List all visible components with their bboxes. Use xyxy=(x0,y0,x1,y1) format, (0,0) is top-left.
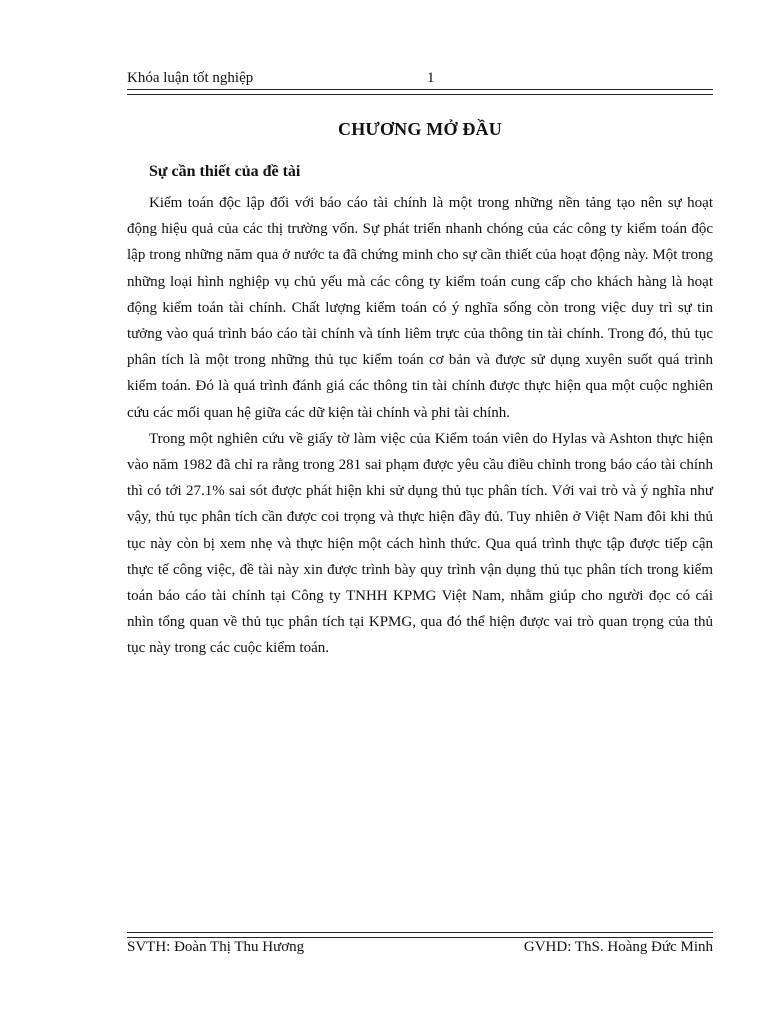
header-divider xyxy=(127,89,713,95)
footer-divider xyxy=(127,932,713,938)
header-title: Khóa luận tốt nghiệp xyxy=(127,70,254,86)
section-heading: Sự cần thiết của đề tài xyxy=(149,163,301,180)
chapter-title: CHƯƠNG MỞ ĐẦU xyxy=(338,119,502,139)
footer-student: SVTH: Đoàn Thị Thu Hương xyxy=(127,939,305,955)
paragraph: Kiểm toán độc lập đối với báo cáo tài chính là một trong những nền tảng tạo nên sự hoạt động hiệu quả của các thị trường vốn. Sự phát triển nhanh chóng của các công ty kiểm toán độc lập trong những năm qua ở nước ta đã chứng minh cho sự cần thiết của hoạt động này. Một trong những loại hình nghiệp vụ chủ yếu mà các công ty kiểm toán cung cấp cho khách hàng là hoạt động kiểm toán tài chính. Chất lượng kiểm toán có ý nghĩa sống còn trong việc duy trì sự tin tưởng vào quá trình báo cáo tài chính và tính liêm trực của thông tin tài chính. Trong đó, thủ tục phân tích là một trong những thủ tục kiểm toán cơ bản và được sử dụng xuyên suốt quá trình kiểm toán. Đó là quá trình đánh giá các thông tin tài chính được thực hiện qua một cuộc nghiên cứu các mối quan hệ giữa các dữ kiện tài chính và phi tài chính. xyxy=(127,195,713,421)
page-footer xyxy=(127,932,713,962)
page-header xyxy=(127,68,713,90)
body-text xyxy=(127,190,713,662)
paragraph: Trong một nghiên cứu về giấy tờ làm việc của Kiểm toán viên do Hylas và Ashton thực hiện vào năm 1982 đã chỉ ra rằng trong 281 sai phạm được yêu cầu điều chỉnh trong báo cáo tài chính thì có tới 27.1% sai sót được phát hiện khi sử dụng thủ tục phân tích. Với vai trò và ý nghĩa như vậy, thủ tục phân tích cần được coi trọng và thực hiện đầy đủ. Tuy nhiên ở Việt Nam đôi khi thủ tục này còn bị xem nhẹ và thực hiện một cách hình thức. Qua quá trình thực tập được tiếp cận thực tế công việc, đề tài này xin được trình bày quy trình vận dụng thủ tục phân tích trong kiểm toán báo cáo tài chính tại Công ty TNHH KPMG Việt Nam, nhằm giúp cho người đọc có cái nhìn tổng quan về thủ tục phân tích tại KPMG, qua đó thể hiện được vai trò quan trọng của thủ tục này trong các cuộc kiểm toán. xyxy=(127,430,713,657)
page-number: 1 xyxy=(427,70,435,86)
footer-advisor: GVHD: ThS. Hoàng Đức Minh xyxy=(523,939,713,955)
